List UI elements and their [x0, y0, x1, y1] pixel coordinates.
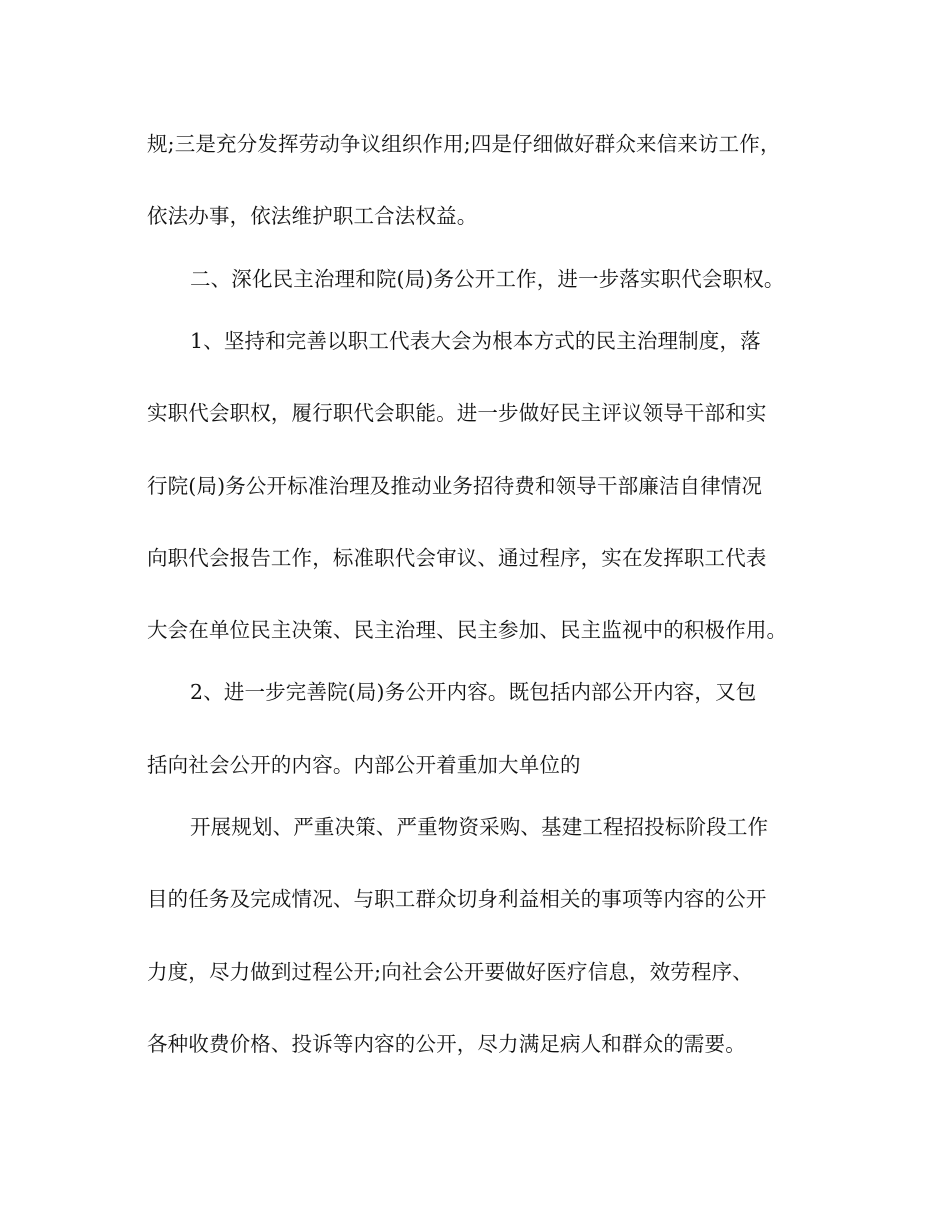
paragraph-start-line: 开展规划、严重决策、严重物资采购、基建工程招投标阶段工作	[190, 815, 769, 839]
text-line: 依法办事，依法维护职工合法权益。	[147, 204, 478, 228]
paragraph-start-line: 1、坚持和完善以职工代表大会为根本方式的民主治理制度，落	[190, 329, 761, 353]
text-line: 实职代会职权，履行职代会职能。进一步做好民主评议领导干部和实	[147, 401, 767, 425]
paragraph-start-line: 2、进一步完善院(局)务公开内容。既包括内部公开内容，又包	[190, 680, 757, 704]
text-line: 向职代会报告工作，标准职代会审议、通过程序，实在发挥职工代表	[147, 546, 767, 570]
text-line: 规;三是充分发挥劳动争议组织作用;四是仔细做好群众来信来访工作，	[147, 132, 781, 156]
text-line: 各种收费价格、投诉等内容的公开，尽力满足病人和群众的需要。	[147, 1032, 746, 1056]
text-line: 大会在单位民主决策、民主治理、民主参加、民主监视中的积极作用。	[147, 618, 788, 642]
text-line: 力度，尽力做到过程公开;向社会公开要做好医疗信息，效劳程序、	[147, 960, 753, 984]
text-line: 行院(局)务公开标准治理及推动业务招待费和领导干部廉洁自律情况	[147, 474, 763, 498]
section-heading: 二、深化民主治理和院(局)务公开工作，进一步落实职代会职权。	[190, 267, 785, 291]
text-line: 括向社会公开的内容。内部公开着重加大单位的	[147, 753, 581, 777]
text-line: 目的任务及完成情况、与职工群众切身利益相关的事项等内容的公开	[147, 887, 767, 911]
